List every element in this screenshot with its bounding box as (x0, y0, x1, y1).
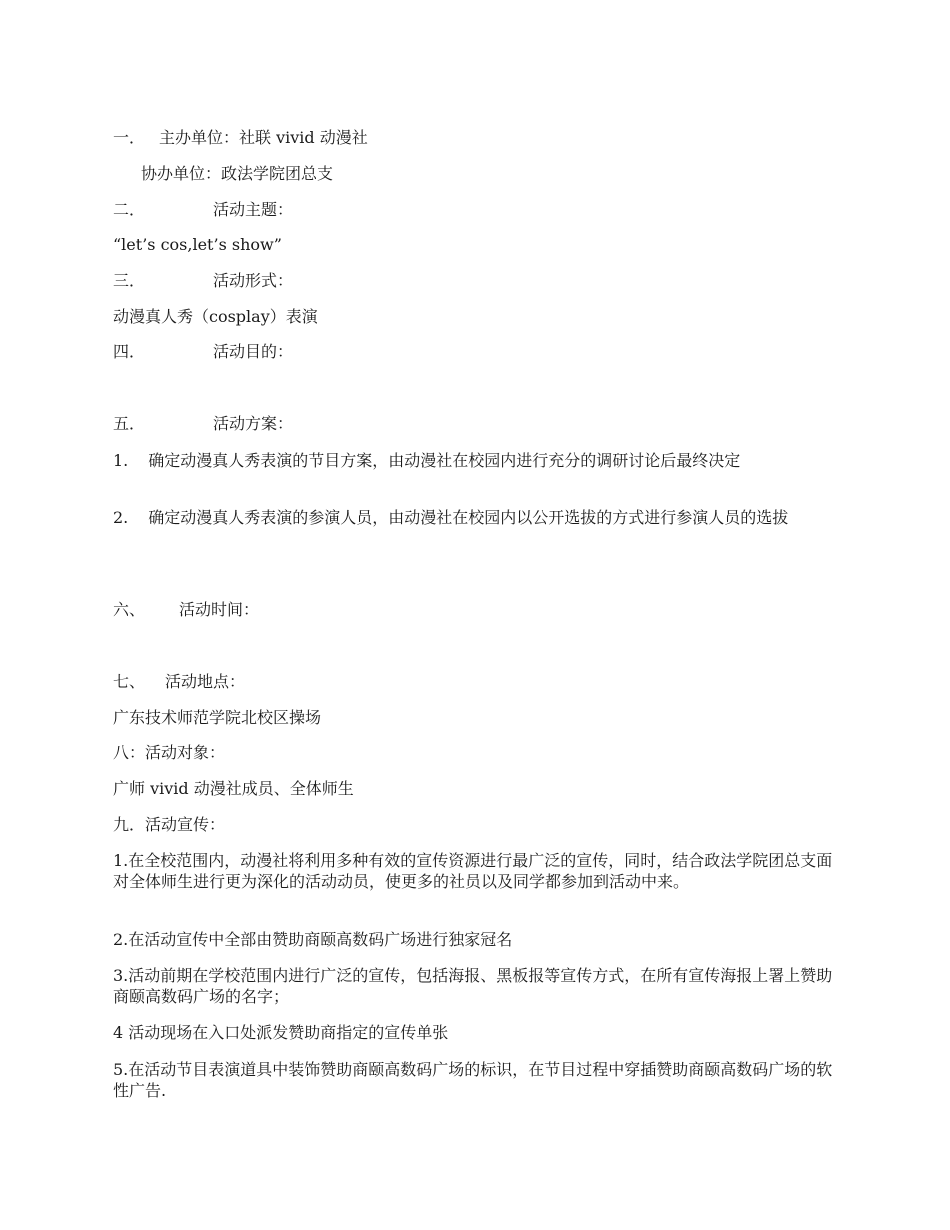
location-heading (113, 672, 837, 692)
co-organizer-line: 协办单位：政法学院团总支 (141, 164, 334, 183)
location-heading-text: 活动地点： (165, 672, 246, 691)
organizer-text: 主办单位：社联 vivid 动漫社 (159, 128, 368, 147)
purpose-heading (113, 342, 837, 362)
time-heading-text: 活动时间： (179, 600, 260, 619)
plan-heading-text: 活动方案： (213, 414, 294, 433)
promotion-item-1: 1.在全校范围内，动漫社将利用多种有效的宣传资源进行最广泛的宣传，同时，结合政法学院团总支面对全体师生进行更为深化的活动动员，使更多的社员以及同学都参加到活动中来。 (113, 851, 833, 891)
purpose-heading-text: 活动目的： (213, 342, 294, 361)
section-number: 四． (113, 342, 146, 361)
plan-item-number: 2. (113, 508, 129, 527)
organizer-line (113, 128, 837, 148)
section-number: 一． (113, 128, 146, 147)
promotion-item-2: 2.在活动宣传中全部由赞助商颐高数码广场进行独家冠名 (113, 930, 513, 949)
plan-item-text: 确定动漫真人秀表演的节目方案，由动漫社在校园内进行充分的调研讨论后最终决定 (148, 451, 741, 470)
form-text: 动漫真人秀（cosplay）表演 (113, 307, 318, 326)
plan-item-2 (113, 507, 837, 528)
theme-heading-text: 活动主题： (213, 200, 294, 219)
theme-heading (113, 200, 837, 220)
section-number: 五． (113, 414, 146, 433)
section-number: 六、 (113, 600, 146, 619)
audience-text: 广师 vivid 动漫社成员、全体师生 (113, 779, 354, 798)
form-heading (113, 271, 837, 291)
plan-item-number: 1. (113, 451, 129, 470)
audience-heading: 八：活动对象： (113, 743, 226, 762)
location-text: 广东技术师范学院北校区操场 (113, 708, 322, 727)
promotion-item-3: 3.活动前期在学校范围内进行广泛的宣传，包括海报、黑板报等宣传方式，在所有宣传海报上署上赞助商颐高数码广场的名字； (113, 966, 833, 1006)
promotion-item-5: 5.在活动节目表演道具中装饰赞助商颐高数码广场的标识，在节目过程中穿插赞助商颐高数码广场的软性广告. (113, 1060, 833, 1100)
form-heading-text: 活动形式： (213, 271, 294, 290)
plan-item-1 (113, 450, 837, 471)
section-number: 二． (113, 200, 146, 219)
theme-text: “let’s cos,let’s show” (113, 235, 282, 254)
section-number: 七、 (113, 672, 146, 691)
plan-heading (113, 414, 837, 434)
time-heading (113, 600, 837, 620)
plan-item-text: 确定动漫真人秀表演的参演人员，由动漫社在校园内以公开选拔的方式进行参演人员的选拔 (148, 508, 789, 527)
section-number: 三． (113, 271, 146, 290)
promotion-item-4: 4 活动现场在入口处派发赞助商指定的宣传单张 (113, 1023, 449, 1042)
promotion-heading: 九．活动宣传： (113, 815, 226, 834)
